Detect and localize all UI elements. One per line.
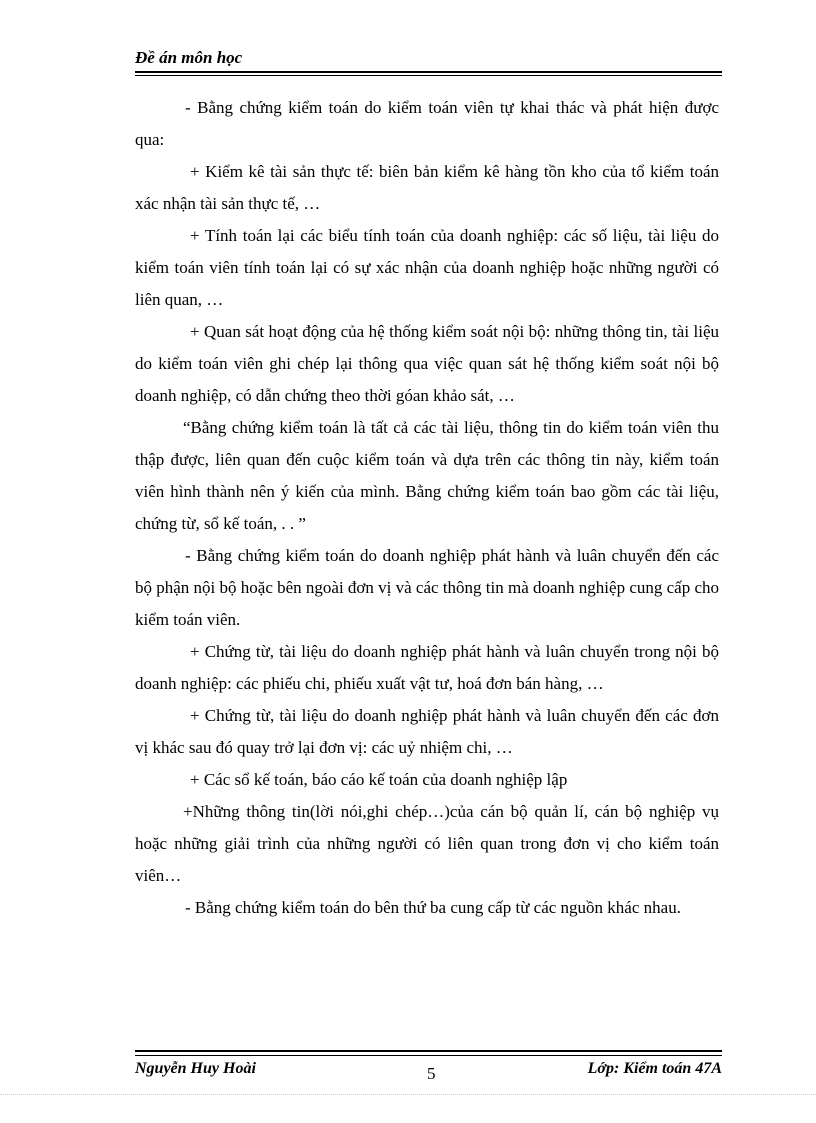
footer-class-name: Lớp: Kiểm toán 47A [587,1060,722,1077]
paragraph-11: - Bằng chứng kiểm toán do bên thứ ba cung cấp từ các nguồn khác nhau. [185,898,681,917]
paragraph-1: - Bằng chứng kiểm toán do kiểm toán viên tự khai thác và phát hiện được qua: [135,98,719,149]
page-header [135,48,722,73]
paragraph-3: + Tính toán lại các biểu tính toán của doanh nghiệp: các số liệu, tài liệu do kiểm toán viên tính toán lại có sự xác nhận của doanh nghiệp hoặc những người có liên quan, … [135,226,719,309]
page-number: 5 [427,1064,436,1083]
paragraph-9: + Các sổ kế toán, báo cáo kế toán của doanh nghiệp lập [190,770,568,789]
header-title: Đề án môn học [135,48,243,67]
paragraph-10: +Những thông tin(lời nói,ghi chép…)của cán bộ quản lí, cán bộ nghiệp vụ hoặc những giải trình của những người có liên quan trong đơn vị cho kiểm toán viên… [135,802,719,885]
document-body [135,92,719,924]
paragraph-2: + Kiểm kê tài sản thực tế: biên bản kiểm kê hàng tồn kho của tổ kiểm toán xác nhận tài sản thực tế, … [135,162,719,213]
paragraph-8: + Chứng từ, tài liệu do doanh nghiệp phát hành và luân chuyển đến các đơn vị khác sau đó quay trở lại đơn vị: các uỷ nhiệm chi, … [135,706,719,757]
paragraph-7: + Chứng từ, tài liệu do doanh nghiệp phát hành và luân chuyển trong nội bộ doanh nghiệp: các phiếu chi, phiếu xuất vật tư, hoá đơn bán hàng, … [135,642,719,693]
paragraph-6: - Bằng chứng kiểm toán do doanh nghiệp phát hành và luân chuyển đến các bộ phận nội bộ hoặc bên ngoài đơn vị và các thông tin mà doanh nghiệp cung cấp cho kiểm toán viên. [135,546,720,629]
footer-author: Nguyễn Huy Hoài [135,1060,256,1077]
page-footer [135,1050,722,1083]
page-bottom-divider [0,1094,816,1095]
paragraph-4: + Quan sát hoạt động của hệ thống kiểm soát nội bộ: những thông tin, tài liệu do kiểm toán viên ghi chép lại thông qua việc quan sát hệ thống kiểm soát nội bộ doanh nghiệp, có dẫn chứng theo thời góan khảo sát, … [135,322,719,405]
paragraph-5: “Bằng chứng kiểm toán là tất cả các tài liệu, thông tin do kiểm toán viên thu thập được, liên quan đến cuộc kiểm toán và dựa trên các thông tin này, kiểm toán viên hình thành nên ý kiến của mình. Bằng chứng kiểm toán bao gồm các tài liệu, chứng từ, sổ kế toán, . . ” [135,418,719,533]
